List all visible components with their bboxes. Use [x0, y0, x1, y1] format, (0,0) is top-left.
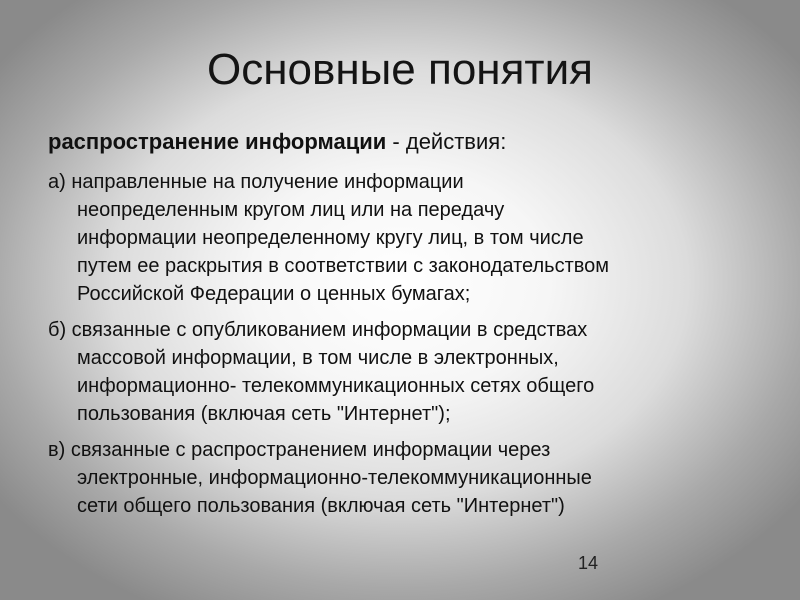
definition-item-c: в) связанные с распространением информации через электронные, информационно-телекоммуникационные сети общего пользования (включая сеть "Интернет")	[48, 439, 592, 517]
definition-suffix: - действия:	[386, 129, 507, 154]
page-number: 14	[578, 553, 599, 573]
definition-item-b: б) связанные с опубликованием информации в средствах массовой информации, в том числе в электронных, информационно- телекоммуникационных сетях общего пользования (включая сеть "Интернет");	[48, 319, 595, 425]
definition-item-a: а) направленные на получение информации неопределенным кругом лиц или на передачу информации неопределенному кругу лиц, в том числе путем ее раскрытия в соответствии с законодательством Российской Федерации о ценных бумагах;	[48, 171, 610, 305]
slide-body	[48, 124, 748, 520]
definition-lead	[48, 124, 748, 160]
slide-title: Основные понятия	[207, 45, 593, 94]
defined-term: распространение информации	[48, 129, 387, 154]
